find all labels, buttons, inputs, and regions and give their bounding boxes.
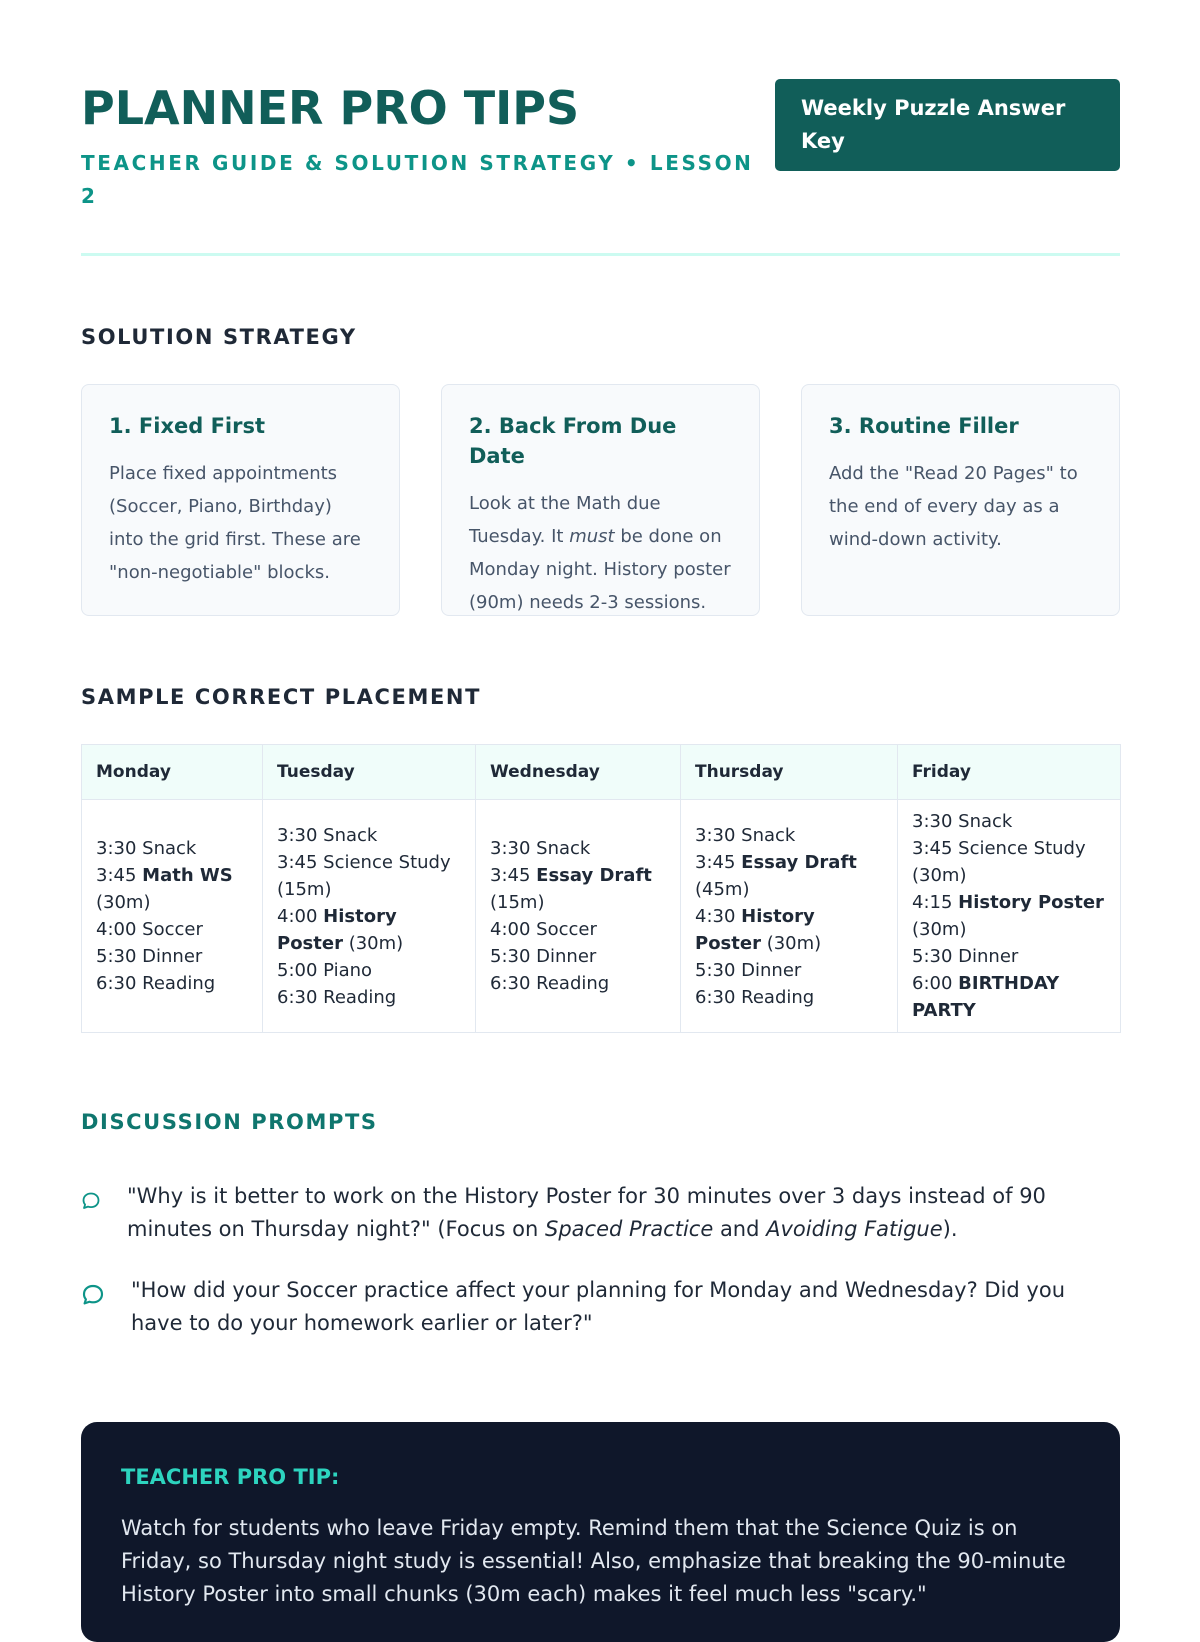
entry-time: 5:00 [277, 959, 318, 981]
prompt-emphasis: Spaced Practice [545, 1217, 714, 1241]
entry-time: 4:00 [277, 905, 318, 927]
entry-task: Piano [323, 959, 373, 981]
day-header-monday: Monday [82, 745, 263, 800]
entry-task: Dinner [958, 946, 1019, 967]
page-title: PLANNER PRO TIPS [81, 81, 580, 135]
entry-task: Science Study [958, 838, 1086, 859]
entry-time: 6:30 [695, 986, 736, 1008]
strategy-card [81, 384, 400, 616]
schedule-entry [912, 889, 1106, 943]
card-body-emphasis: must [569, 526, 615, 547]
header [81, 79, 1120, 259]
grid-schedule-row [82, 800, 1121, 1033]
prompt-text-part: and [713, 1217, 767, 1241]
card-body [469, 487, 732, 619]
speech-bubble-icon [81, 1283, 105, 1307]
entry-time: 5:30 [695, 959, 736, 981]
entry-task: Dinner [142, 946, 203, 967]
entry-task: Reading [536, 973, 610, 994]
entry-time: 3:45 [277, 851, 318, 873]
schedule-entry [96, 916, 248, 943]
day-header-thursday: Thursday [681, 745, 898, 800]
card-title: 1. Fixed First [109, 414, 266, 438]
schedule-entry [277, 849, 461, 903]
card-body: Add the "Read 20 Pages" to the end of every day as a wind-down activity. [829, 463, 1078, 550]
placement-heading: SAMPLE CORRECT PLACEMENT [81, 685, 482, 709]
entry-time: 4:15 [912, 892, 953, 913]
entry-duration: (30m) [912, 865, 967, 886]
entry-task: Science Study [323, 851, 451, 873]
entry-time: 3:45 [695, 851, 736, 873]
entry-time: 5:30 [490, 946, 531, 967]
teacher-pro-tip [81, 1422, 1120, 1642]
schedule-entry [277, 903, 461, 957]
entry-task: Snack [142, 838, 197, 859]
tip-body: Watch for students who leave Friday empty. Remind them that the Science Quiz is on Friday, so Thursday night study is essential! Also, emphasize that breaking the 90-minute History Poster into small chunks (30m each) makes it feel much less "scary." [121, 1516, 1066, 1606]
day-header-friday: Friday [898, 745, 1121, 800]
day-cell [82, 800, 263, 1033]
schedule-entry [277, 957, 461, 984]
entry-time: 3:45 [96, 865, 137, 886]
schedule-entry [912, 970, 1106, 1024]
speech-bubble-icon [81, 1191, 101, 1211]
schedule-entry [912, 808, 1106, 835]
entry-task: Soccer [142, 919, 203, 940]
tip-title: TEACHER PRO TIP: [121, 1465, 340, 1489]
grid-header-row [82, 745, 1121, 800]
entry-task: History Poster [958, 892, 1104, 913]
prompt-text [127, 1180, 1087, 1246]
entry-duration: (15m) [277, 878, 332, 900]
prompt-text-part: ). [942, 1217, 958, 1241]
card-body-text: Look at the Math due Tuesday. It [469, 493, 661, 547]
schedule-entry [695, 849, 883, 903]
card-title: 2. Back From Due Date [469, 414, 677, 468]
entry-task: BIRTHDAY PARTY [912, 973, 1060, 1021]
card-title: 3. Routine Filler [829, 414, 1019, 438]
entry-duration: (45m) [695, 878, 750, 900]
header-divider [81, 253, 1120, 256]
entry-time: 4:00 [96, 919, 137, 940]
day-cell [898, 800, 1121, 1033]
entry-duration: (30m) [912, 919, 967, 940]
schedule-entry [490, 970, 666, 997]
entry-task: History Poster [277, 905, 397, 954]
entry-duration: (30m) [96, 892, 151, 913]
entry-time: 4:00 [490, 919, 531, 940]
entry-task: Dinner [741, 959, 802, 981]
entry-time: 3:30 [490, 838, 531, 859]
card-body-text: be done on Monday night. History poster (90m) needs 2-3 sessions. [469, 526, 731, 613]
entry-time: 6:00 [912, 973, 953, 994]
entry-task: Snack [741, 824, 796, 846]
prompt-text-part: "Why is it better to work on the History Poster for 30 minutes over 3 days instead of 90 minutes on Thursday night?" (Focus on [127, 1184, 1046, 1241]
schedule-entry [277, 984, 461, 1011]
weekly-grid [81, 744, 1121, 1033]
day-header-tuesday: Tuesday [263, 745, 476, 800]
entry-task: Snack [958, 811, 1013, 832]
entry-time: 6:30 [490, 973, 531, 994]
discussion-heading: DISCUSSION PROMPTS [81, 1110, 378, 1134]
entry-time: 3:45 [490, 865, 531, 886]
entry-time: 6:30 [277, 986, 318, 1008]
entry-time: 4:30 [695, 905, 736, 927]
day-cell [263, 800, 476, 1033]
day-header-wednesday: Wednesday [476, 745, 681, 800]
strategy-heading: SOLUTION STRATEGY [81, 325, 357, 349]
answer-key-badge: Weekly Puzzle Answer Key [775, 79, 1120, 171]
entry-time: 5:30 [912, 946, 953, 967]
prompt-text: "How did your Soccer practice affect your planning for Monday and Wednesday? Did you have to do your homework earlier or later?" [131, 1278, 1066, 1335]
schedule-entry [912, 835, 1106, 889]
schedule-entry [96, 835, 248, 862]
entry-time: 6:30 [96, 973, 137, 994]
schedule-entry [912, 943, 1106, 970]
entry-task: Snack [536, 838, 591, 859]
schedule-entry [96, 862, 248, 916]
entry-time: 3:30 [96, 838, 137, 859]
schedule-entry [695, 903, 883, 957]
schedule-entry [695, 822, 883, 849]
entry-duration: (30m) [766, 932, 822, 954]
entry-time: 3:30 [912, 811, 953, 832]
schedule-entry [96, 970, 248, 997]
schedule-entry [96, 943, 248, 970]
entry-time: 3:30 [695, 824, 736, 846]
schedule-entry [490, 862, 666, 916]
schedule-entry [490, 916, 666, 943]
schedule-entry [277, 822, 461, 849]
entry-time: 3:45 [912, 838, 953, 859]
strategy-card [801, 384, 1120, 616]
entry-task: Essay Draft [536, 865, 652, 886]
card-body: Place fixed appointments (Soccer, Piano, Birthday) into the grid first. These are "non-negotiable" blocks. [109, 463, 361, 583]
entry-task: Math WS [142, 865, 233, 886]
day-cell [681, 800, 898, 1033]
strategy-card [441, 384, 760, 616]
schedule-entry [490, 943, 666, 970]
entry-task: History Poster [695, 905, 815, 954]
entry-duration: (30m) [348, 932, 404, 954]
entry-task: Essay Draft [741, 851, 857, 873]
entry-time: 5:30 [96, 946, 137, 967]
entry-task: Soccer [536, 919, 597, 940]
schedule-entry [695, 957, 883, 984]
entry-task: Dinner [536, 946, 597, 967]
schedule-entry [490, 835, 666, 862]
page-subtitle: TEACHER GUIDE & SOLUTION STRATEGY • LESSON 2 [81, 151, 754, 208]
schedule-entry [695, 984, 883, 1011]
entry-task: Reading [323, 986, 397, 1008]
day-cell [476, 800, 681, 1033]
entry-time: 3:30 [277, 824, 318, 846]
entry-task: Reading [741, 986, 815, 1008]
entry-duration: (15m) [490, 892, 545, 913]
entry-task: Snack [323, 824, 378, 846]
prompt-emphasis: Avoiding Fatigue [766, 1217, 943, 1241]
entry-task: Reading [142, 973, 216, 994]
